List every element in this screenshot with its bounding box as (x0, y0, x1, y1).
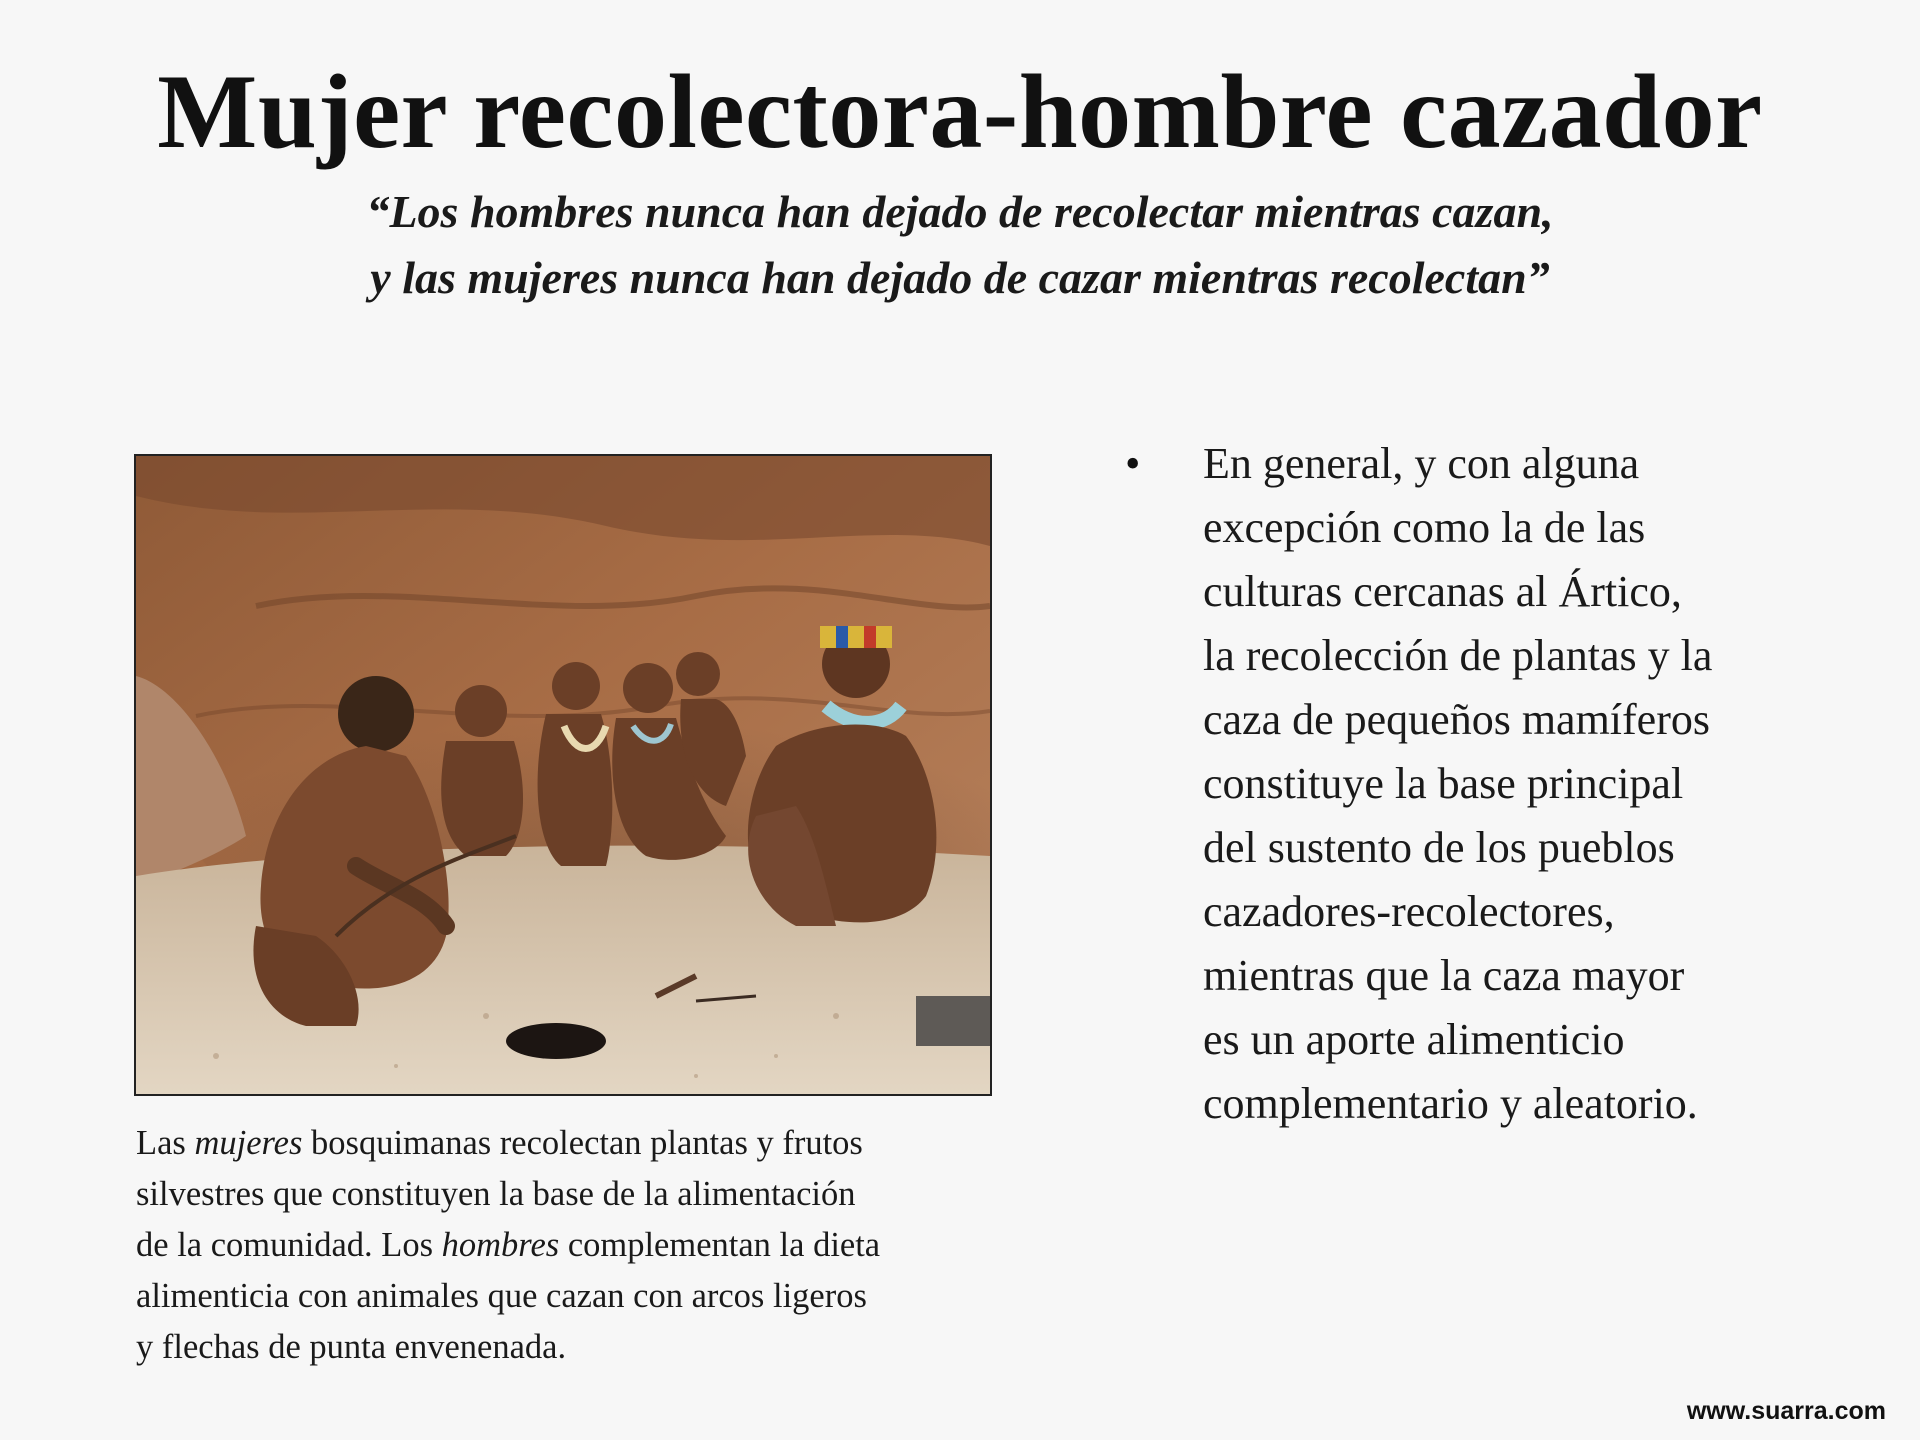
caption-line: alimenticia con animales que cazan con arcos ligeros (136, 1277, 867, 1315)
bullet-line: En general, y con alguna (1203, 439, 1640, 488)
slide-title: Mujer recolectora-hombre cazador (157, 53, 1763, 170)
caption-line: y flechas de punta envenenada. (136, 1328, 567, 1366)
bullet-line: cazadores-recolectores, (1203, 887, 1615, 936)
caption-text: complementan la dieta (559, 1226, 881, 1264)
bullet-line: constituye la base principal (1203, 759, 1684, 808)
bullet-line: es un aporte alimenticio (1203, 1015, 1625, 1064)
bullet-line: caza de pequeños mamíferos (1203, 695, 1710, 744)
photo-caption (136, 1118, 1016, 1373)
bullet-line: culturas cercanas al Ártico, (1203, 567, 1682, 616)
bullet-line: del sustento de los pueblos (1203, 823, 1675, 872)
photo-illustration (136, 456, 990, 1094)
caption-line (136, 1118, 1016, 1169)
caption-text: de la comunidad. Los (136, 1226, 442, 1264)
bullet-line: complementario y aleatorio. (1203, 1079, 1698, 1128)
caption-emphasis-hombres: hombres (441, 1226, 560, 1264)
caption-emphasis-mujeres: mujeres (194, 1124, 303, 1162)
caption-line (136, 1220, 1016, 1271)
bullet-line: mientras que la caza mayor (1203, 951, 1685, 1000)
caption-text: bosquimanas recolectan plantas y frutos (302, 1124, 863, 1162)
bullet-line: la recolección de plantas y la (1203, 631, 1713, 680)
photo-bushmen-family (134, 454, 992, 1096)
bullet-text (1203, 432, 1712, 1136)
caption-text: Las (136, 1124, 195, 1162)
quote-line-1: “Los hombres nunca han dejado de recolectar mientras cazan, (366, 186, 1554, 237)
caption-line: silvestres que constituyen la base de la alimentación (136, 1175, 856, 1213)
bullet-line: excepción como la de las (1203, 503, 1646, 552)
quote-line-2: y las mujeres nunca han dejado de cazar mientras recolectan” (370, 252, 1550, 303)
source-watermark: www.suarra.com (1686, 1397, 1886, 1425)
bullet-marker: • (1125, 439, 1141, 488)
